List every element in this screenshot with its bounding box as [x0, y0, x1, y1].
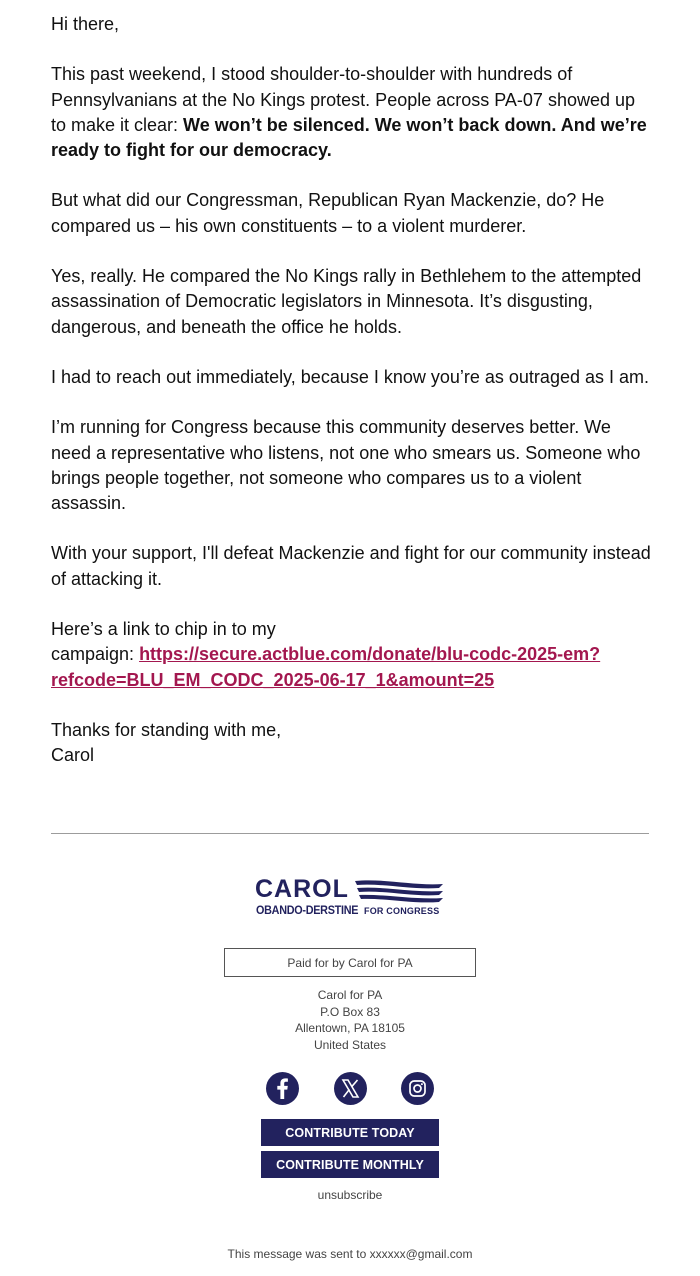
logo-carol-text: CAROL: [255, 875, 349, 903]
footer-divider: [51, 833, 649, 834]
contribute-monthly-button[interactable]: CONTRIBUTE MONTHLY: [261, 1151, 439, 1178]
email-body: [51, 12, 651, 769]
donate-link-part-1[interactable]: https://secure.actblue.com/donate/blu-codc-2025-em?: [139, 644, 601, 665]
paragraph-7-line-2: campaign:: [51, 644, 140, 665]
address-city: Allentown, PA 18105: [295, 1021, 405, 1036]
paragraph-4: I had to reach out immediately, because I know you’re as outraged as I am.: [51, 366, 649, 387]
paid-for-text: Paid for by Carol for PA: [287, 955, 413, 970]
paragraph-2: But what did our Congressman, Republican Ryan Mackenzie, do? He compared us – his own constituents – to a violent murderer.: [51, 190, 605, 236]
paid-for-disclaimer: [224, 948, 476, 977]
signature: Carol: [51, 745, 95, 766]
sent-to-email: xxxxxx@gmail.com: [369, 1247, 473, 1261]
contribute-today-button[interactable]: CONTRIBUTE TODAY: [261, 1119, 439, 1146]
x-icon[interactable]: [334, 1072, 367, 1105]
paragraph-3: Yes, really. He compared the No Kings rally in Bethlehem to the attempted assassination of Democratic legislators in Minnesota. It’s disgusting, dangerous, and beneath the office he holds.: [51, 266, 642, 337]
flag-swoosh-icon: [353, 878, 445, 904]
sent-to-notice: [0, 1247, 700, 1261]
instagram-icon[interactable]: [401, 1072, 434, 1105]
campaign-logo[interactable]: [255, 876, 445, 920]
address-box: P.O Box 83: [320, 1004, 380, 1019]
address-country: United States: [313, 1038, 387, 1053]
paragraph-5: I’m running for Congress because this community deserves better. We need a representative who listens, not one who smears us. Someone who brings people together, not someone who compares us to a violent assassin.: [51, 417, 641, 514]
logo-name-text: OBANDO-DERSTINE: [256, 903, 359, 917]
sent-to-prefix: This message was sent to: [227, 1247, 370, 1261]
paragraph-1-intro: This past weekend, I stood shoulder-to-shoulder with hundreds of Pennsylvanians at the No Kings protest. People across PA-07 showed up to make it clear:: [51, 64, 636, 135]
paragraph-1-bold: We won’t be silenced. We won’t back down. And we’re ready to fight for our democracy.: [51, 114, 647, 161]
donate-link-part-2[interactable]: refcode=BLU_EM_CODC_2025-06-17_1&amount=25: [51, 669, 495, 690]
social-links: [0, 1072, 700, 1106]
address-org: Carol for PA: [317, 988, 383, 1002]
paragraph-1: [51, 62, 651, 163]
paragraph-7: [51, 617, 651, 693]
paragraph-6: With your support, I'll defeat Mackenzie and fight for our community instead of attacking it.: [51, 543, 651, 589]
unsubscribe-area: [0, 1188, 700, 1202]
paragraph-7-line-1: Here’s a link to chip in to my: [51, 619, 276, 640]
greeting: Hi there,: [51, 14, 120, 34]
unsubscribe-link[interactable]: unsubscribe: [317, 1188, 383, 1202]
facebook-icon[interactable]: [266, 1072, 299, 1105]
logo-for-congress-text: FOR CONGRESS: [364, 906, 440, 916]
mailing-address: [0, 987, 700, 1054]
signoff: Thanks for standing with me,: [51, 719, 282, 740]
